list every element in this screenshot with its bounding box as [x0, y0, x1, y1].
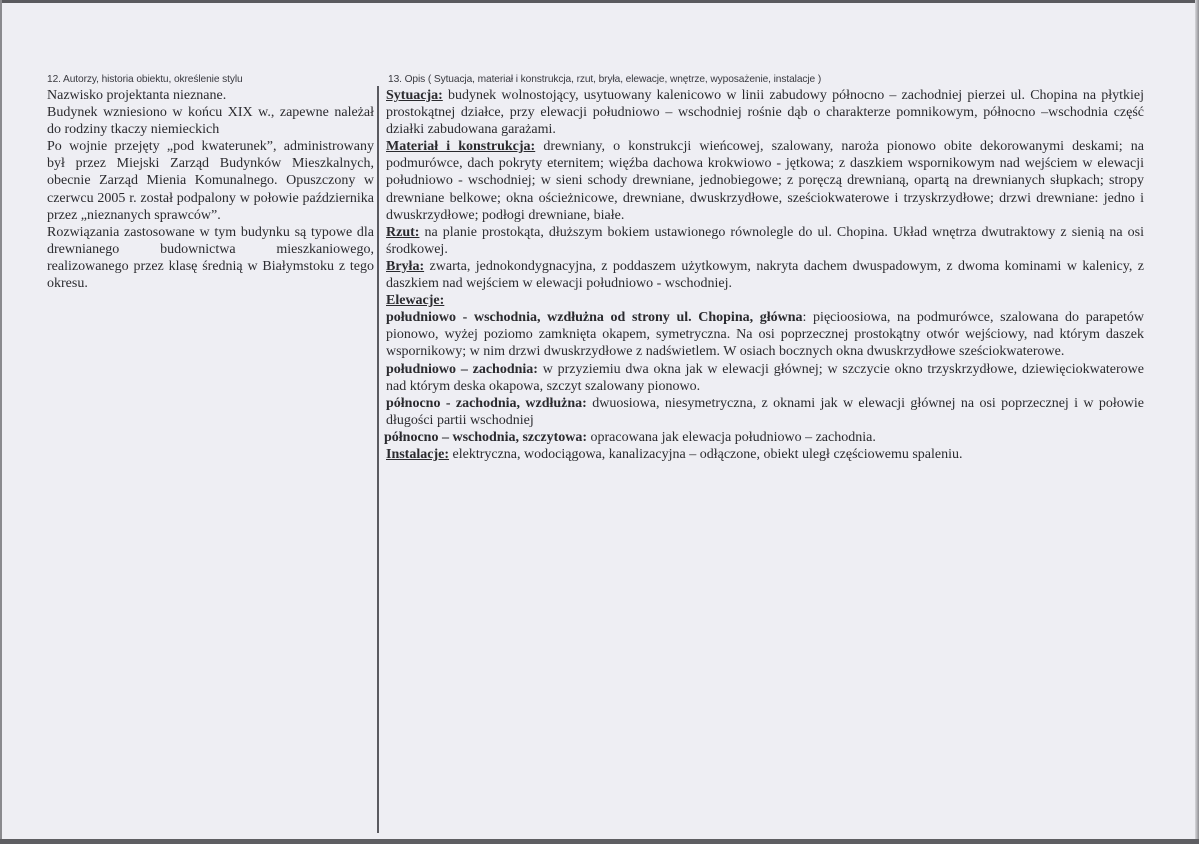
elewacja-sw-heading: południowo - wschodnia, wzdłużna od strony ul. Chopina, główna [386, 310, 803, 326]
rzut-paragraph [386, 224, 1144, 258]
page-top-border [0, 0, 1199, 3]
rzut-text: na planie prostokąta, dłuższym bokiem ustawionego równolegle do ul. Chopina. Układ wnętrza dwutraktowy z sienią na osi środkowej. [386, 224, 1144, 257]
elewacja-sw-text: : pięcioosiowa, na podmurówce, szalowana do parapetów pionowo, wyżej poziomo zamknięta okapem, symetryczna. Na osi poprzecznej prostokątny otwór wejściowy, nad którym daszek wspornikowy; w nim drzwi dwuskrzydłowe z nadświetlem. W osiach bocznych okna dwuskrzydłowe sześciokwaterowe. [386, 310, 1144, 360]
instalacje-text: elektryczna, wodociągowa, kanalizacyjna – odłączone, obiekt uległ częściowemu spaleniu. [449, 446, 963, 462]
elewacja-nw-heading: północno – wschodnia, szczytowa: [384, 429, 588, 445]
sytuacja-heading: Sytuacja: [386, 88, 443, 103]
bryla-heading: Bryła: [386, 258, 425, 274]
elewacja-nz-text: dwuosiowa, niesymetryczna, z oknami jak w elewacji głównej na osi poprzecznej i w połowie długości partii wschodniej [386, 395, 1144, 428]
section-12-label: 12. Autorzy, historia obiektu, określenie stylu [47, 74, 243, 85]
material-text: drewniany, o konstrukcji wieńcowej, szalowany, naroża pionowo obite dekorowanymi deskami; na podmurówce, dach pokryty eternitem; więźba dachowa krokwiowo - jętkowa; z daszkiem wspornikowym nad wejściem w elewacji południowo - wschodniej; w sieni schody drewniane, jednobiegowe; z poręczą drewnianą, opartą na drewnianych słupkach; stropy drewniane belkowe; okna ościeżnicowe, drewniane, dwuskrzydłowe, sześciokwaterowe i trzyskrzydłowe; drzwi drewniane: jedno i dwuskrzydłowe; podłogi drewniane, białe. [386, 139, 1145, 223]
material-heading: Materiał i konstrukcja: [386, 139, 536, 155]
elewacje-heading-paragraph [386, 292, 1144, 309]
elewacja-sz-text: w przyziemiu dwa okna jak w elewacji głównej; w szczycie okno trzyskrzydłowe, dziewięciokwaterowe nad którym deska okapowa, szczyt szalowany pionowo. [386, 361, 1144, 394]
sytuacja-paragraph [386, 87, 1144, 138]
section-12-paragraph-designer: Nazwisko projektanta nieznane. [47, 88, 227, 103]
elewacje-heading: Elewacje: [386, 293, 445, 309]
rzut-heading: Rzut: [386, 224, 420, 240]
material-paragraph [386, 138, 1144, 223]
section-12-paragraph-style: Rozwiązania zastosowane w tym budynku są typowe dla drewnianego budownictwa mieszkaniowego, realizowanego przez klasę średnią w Białymstoku z tego okresu. [47, 224, 374, 292]
elewacja-nz-paragraph [386, 395, 1144, 429]
elewacja-nz-heading: północno - zachodnia, wzdłużna: [386, 395, 587, 411]
elewacja-sw-paragraph [386, 309, 1144, 360]
bryla-paragraph [386, 258, 1144, 292]
instalacje-heading: Instalacje: [386, 446, 449, 462]
instalacje-paragraph [386, 446, 1144, 463]
section-13-description [386, 73, 1144, 463]
bryla-text: zwarta, jednokondygnacyjna, z poddaszem użytkowym, nakryta dachem dwuspadowym, z dwoma kominami w kalenicy, z daszkiem nad wejściem w elewacji południowo - wschodniej. [386, 258, 1144, 292]
page-right-border [1195, 0, 1199, 844]
sytuacja-text: budynek wolnostojący, usytuowany kalenicowo w linii zabudowy północno – zachodniej pierzei ul. Chopina na płytkiej prostokątnej działce, przy elewacji południowo – wschodniej rośnie dąb o charakterze pomnikowym, północno –wschodnia część działki zabudowana garażami. [386, 88, 1144, 138]
section-13-label: 13. Opis ( Sytuacja, materiał i konstrukcja, rzut, bryła, elewacje, wnętrze, wyposażenie, instalacje ) [388, 74, 822, 85]
page-left-border [0, 0, 2, 844]
section-12-paragraph-postwar: Po wojnie przejęty „pod kwaterunek”, administrowany był przez Miejski Zarząd Budynków Mieszkalnych, obecnie Zarząd Mienia Komunalnego. Opuszczony w czerwcu 2005 r. został podpalony w połowie października przez „nieznanych sprawców”. [47, 139, 374, 223]
section-12-authors-history [47, 73, 374, 292]
elewacja-nw-paragraph [384, 429, 1144, 446]
elewacja-sz-paragraph [386, 361, 1144, 395]
elewacja-sz-heading: południowo – zachodnia: [386, 361, 538, 377]
elewacja-nw-text: opracowana jak elewacja południowo – zachodnia. [587, 429, 876, 445]
section-12-paragraph-construction: Budynek wzniesiono w końcu XIX w., zapewne należał do rodziny tkaczy niemieckich [47, 105, 374, 138]
page-bottom-border [0, 839, 1199, 844]
column-divider [377, 86, 379, 833]
